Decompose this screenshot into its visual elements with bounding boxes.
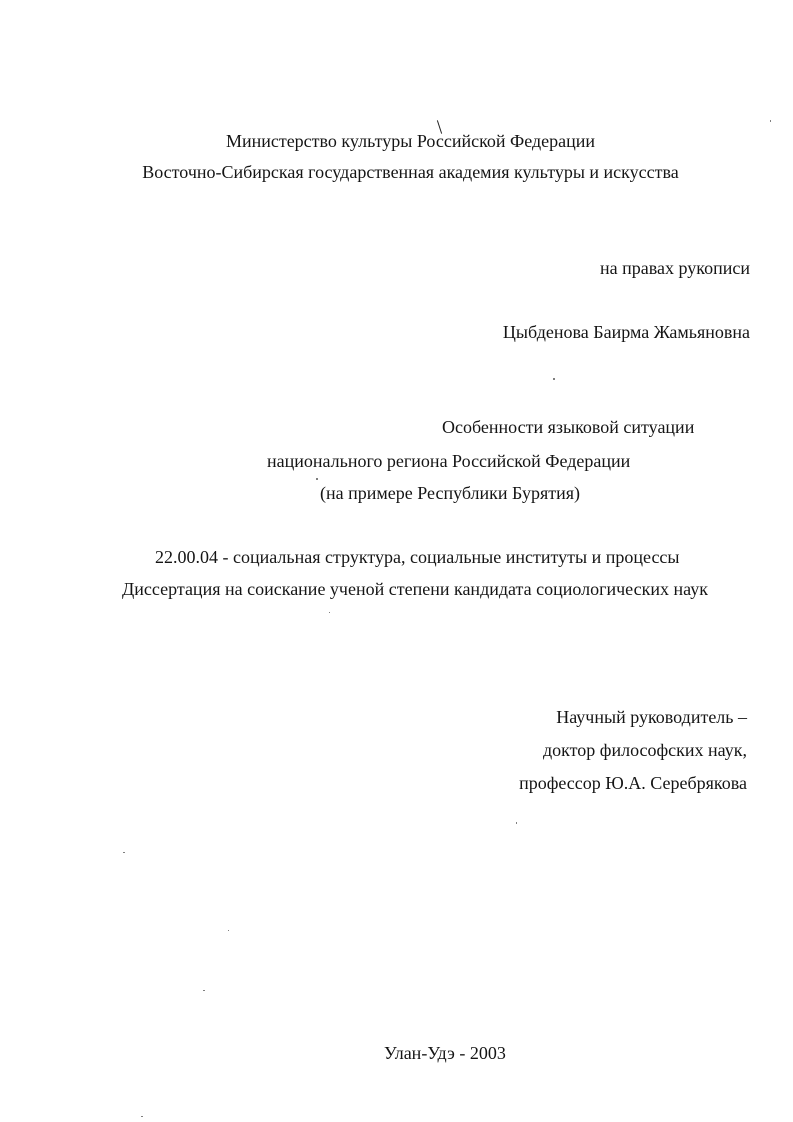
manuscript-note: на правах рукописи: [600, 258, 750, 278]
title-line-1: Особенности языковой ситуации: [442, 417, 695, 437]
title-line-3: (на примере Республики Бурятия): [320, 483, 580, 503]
title-line-2: национального региона Российской Федерации: [267, 451, 631, 471]
scan-speck: [516, 822, 517, 824]
supervisor-degree: доктор философских наук,: [543, 740, 747, 760]
scan-speck: [316, 478, 318, 480]
scan-speck: [203, 990, 205, 991]
supervisor-name: профессор Ю.А. Серебрякова: [519, 773, 747, 793]
scan-speck: [141, 1116, 143, 1117]
scan-speck: [553, 378, 555, 380]
academy-line: Восточно-Сибирская государственная академия культуры и искусства: [142, 162, 679, 182]
supervisor-role: Научный руководитель –: [556, 707, 747, 727]
scan-speck: [770, 120, 771, 122]
city-year: Улан-Удэ - 2003: [384, 1043, 506, 1063]
author-name: Цыбденова Баирма Жамьяновна: [502, 322, 750, 342]
scan-speck: [329, 612, 330, 613]
scan-speck: [123, 852, 125, 853]
ministry-line: Министерство культуры Российской Федерации: [225, 131, 596, 151]
scan-speck: [228, 930, 229, 931]
specialty-code-line: 22.00.04 - социальная структура, социальные институты и процессы: [155, 547, 680, 567]
degree-line: Диссертация на соискание ученой степени кандидата социологических наук: [122, 579, 708, 599]
